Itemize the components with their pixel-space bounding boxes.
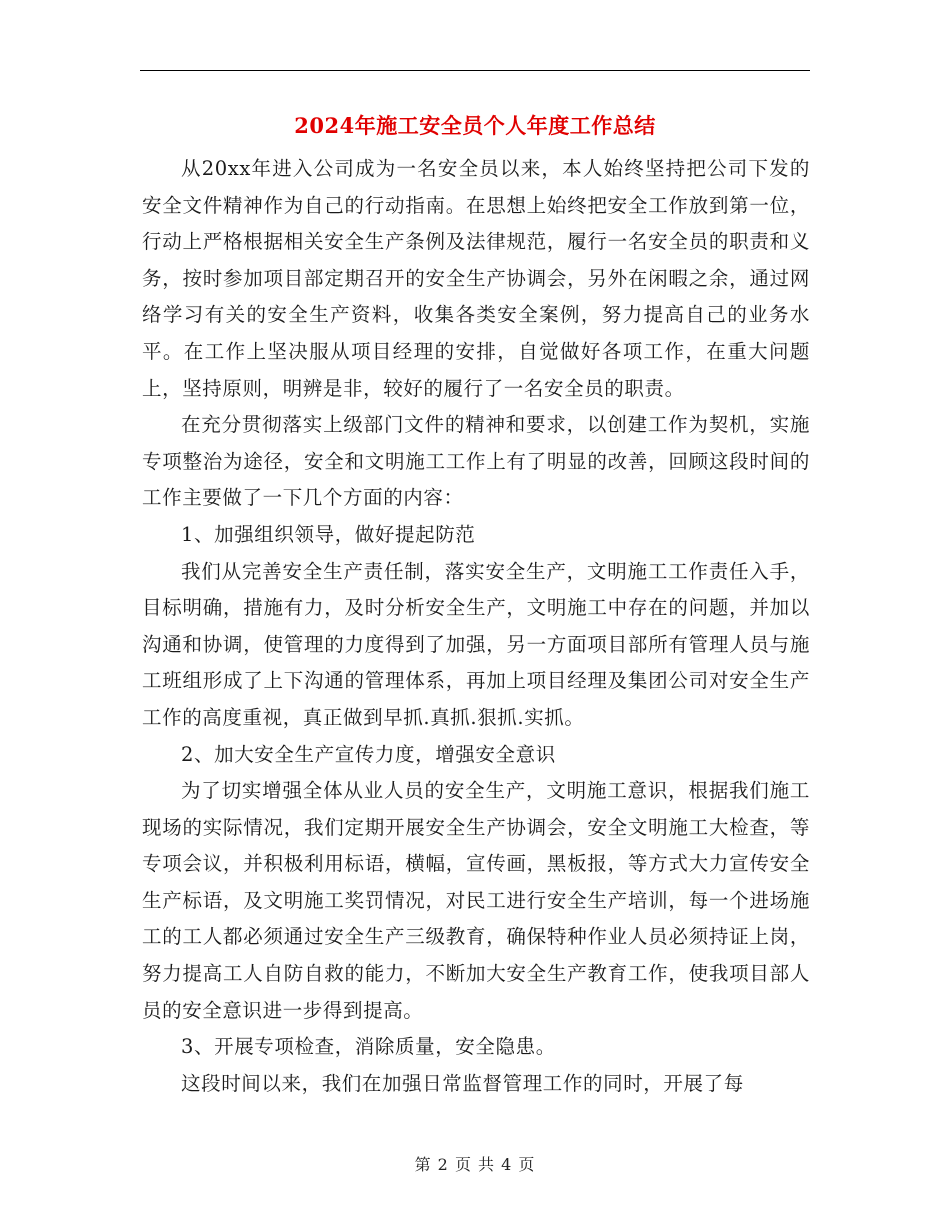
paragraph-intro: 从20xx年进入公司成为一名安全员以来，本人始终坚持把公司下发的安全文件精神作为自己的行动指南。在思想上始终把安全工作放到第一位，行动上严格根据相关安全生产条例及法律规范，履行一名安全员的职责和义务，按时参加项目部定期召开的安全生产协调会，另外在闲暇之余，通过网络学习有关的安全生产资料，收集各类安全案例，努力提高自己的业务水平。在工作上坚决服从项目经理的安排，自觉做好各项工作，在重大问题上，坚持原则，明辨是非，较好的履行了一名安全员的职责。 [142, 157, 810, 400]
section-heading-1: 1、加强组织领导，做好提起防范 [181, 522, 476, 546]
document-body [142, 151, 810, 1102]
paragraph-review: 在充分贯彻落实上级部门文件的精神和要求，以创建工作为契机，实施专项整治为途径，安全和文明施工工作上有了明显的改善，回顾这段时间的工作主要做了一下几个方面的内容： [142, 413, 810, 510]
document-title: 2024年施工安全员个人年度工作总结 [294, 113, 656, 138]
paragraph-section-1: 我们从完善安全生产责任制，落实安全生产，文明施工工作责任入手，目标明确，措施有力，及时分析安全生产，文明施工中存在的问题，并加以沟通和协调，使管理的力度得到了加强，另一方面项目部所有管理人员与施工班组形成了上下沟通的管理体系，再加上项目经理及集团公司对安全生产工作的高度重视，真正做到早抓.真抓.狠抓.实抓。 [142, 559, 810, 729]
paragraph-section-3: 这段时间以来，我们在加强日常监督管理工作的同时，开展了每 [181, 1071, 744, 1095]
header-rule [140, 70, 810, 71]
section-heading-2: 2、加大安全生产宣传力度，增强安全意识 [181, 742, 556, 766]
section-heading-3: 3、开展专项检查，消除质量，安全隐患。 [181, 1035, 556, 1059]
paragraph-section-2: 为了切实增强全体从业人员的安全生产，文明施工意识，根据我们施工现场的实际情况，我们定期开展安全生产协调会，安全文明施工大检查，等专项会议，并积极利用标语，横幅，宣传画，黑板报，等方式大力宣传安全生产标语，及文明施工奖罚情况，对民工进行安全生产培训，每一个进场施工的工人都必须通过安全生产三级教育，确保特种作业人员必须持证上岗，努力提高工人自防自救的能力，不断加大安全生产教育工作，使我项目部人员的安全意识进一步得到提高。 [142, 779, 810, 1022]
page-footer: 第 2 页 共 4 页 [414, 1155, 536, 1174]
